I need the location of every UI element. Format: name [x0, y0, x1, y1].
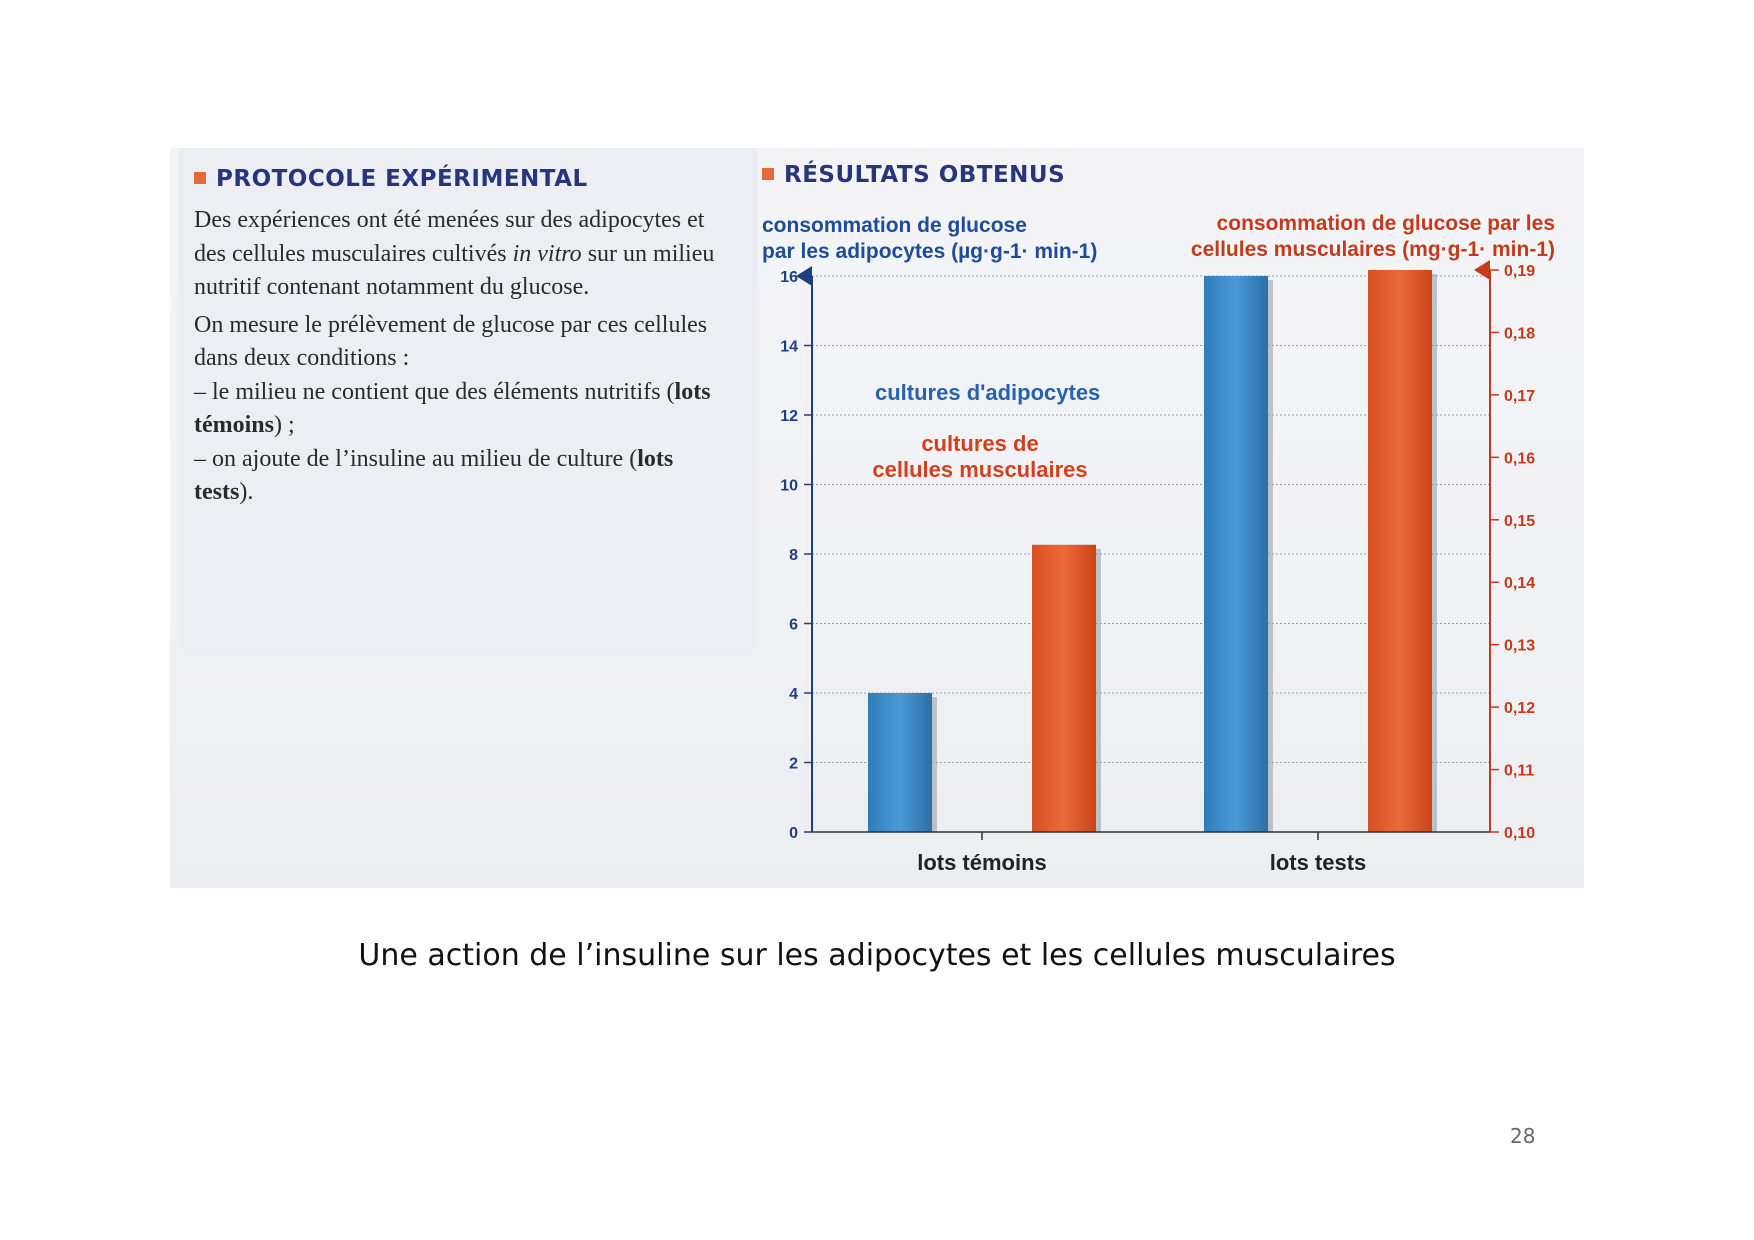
protocol-title-text: PROTOCOLE EXPÉRIMENTAL [216, 166, 588, 192]
y-right-tick-label: 0,16 [1504, 450, 1536, 468]
bar-adipocytes [868, 693, 932, 832]
y-right-tick-label: 0,12 [1504, 700, 1536, 718]
x-tick-label: lots tests [1269, 850, 1367, 875]
y-left-tick-label: 14 [780, 338, 798, 356]
bar-muscle [1032, 545, 1096, 832]
y-left-tick-label: 16 [780, 269, 798, 286]
y-left-tick-label: 4 [789, 686, 798, 703]
bar-shadow [1268, 280, 1273, 832]
y-right-tick-label: 0,11 [1504, 762, 1535, 780]
protocol-paragraph-2: On mesure le prélèvement de glucose par ces cellules dans deux conditions : – le milieu ne contient que des éléments nutritifs (lots témoins) ; – on ajoute de l’insuline au milieu de culture (lots tests). [194, 311, 711, 505]
legend-muscle-line1: cultures de [921, 431, 1039, 456]
slide-figure [170, 148, 1584, 888]
y-right-tick-label: 0,14 [1504, 575, 1536, 593]
bar-chart [170, 148, 1584, 888]
bar-shadow [1432, 274, 1437, 832]
y-left-label-line1: consommation de glucose [762, 214, 1027, 237]
bars [868, 270, 1437, 832]
y-right-tick-label: 0,13 [1504, 637, 1536, 655]
slide-caption: Une action de l’insuline sur les adipocytes et les cellules musculaires [358, 938, 1396, 973]
y-left-tick-label: 10 [780, 477, 798, 495]
y-right-tick-label: 0,15 [1504, 512, 1536, 530]
y-left-ticks [780, 269, 812, 842]
legend-adipocytes: cultures d'adipocytes [875, 380, 1101, 405]
y-left-tick-label: 6 [789, 616, 798, 634]
y-left-tick-label: 12 [780, 408, 798, 425]
y-right-tick-label: 0,18 [1504, 325, 1536, 343]
y-right-tick-label: 0,10 [1504, 825, 1536, 842]
y-right-label-line1: consommation de glucose par les [1216, 212, 1555, 235]
y-right-tick-label: 0,19 [1504, 263, 1536, 280]
page-number: 28 [1510, 1124, 1536, 1148]
y-right-label-line2: cellules musculaires (mg·g-1· min-1) [1190, 238, 1555, 261]
y-left-tick-label: 8 [789, 547, 798, 564]
protocol-paragraph-1: Des expériences ont été menées sur des adipocytes et des cellules musculaires cultivés in vitro sur un milieu nutritif contenant notamment du glucose. [194, 207, 715, 300]
bar-adipocytes [1204, 276, 1268, 832]
bar-muscle [1368, 270, 1432, 832]
bar-shadow [1096, 549, 1101, 832]
x-tick-label: lots témoins [917, 850, 1047, 875]
y-left-tick-label: 0 [789, 825, 798, 842]
y-left-label-line2: par les adipocytes (µg·g-1· min-1) [762, 240, 1098, 263]
y-right-ticks [1490, 263, 1535, 842]
y-right-tick-label: 0,17 [1504, 387, 1536, 405]
legend-muscle-line2: cellules musculaires [872, 457, 1088, 482]
x-category-labels [917, 832, 1366, 875]
bar-shadow [932, 697, 937, 832]
y-left-tick-label: 2 [789, 755, 798, 773]
results-title-text: RÉSULTATS OBTENUS [784, 162, 1066, 188]
